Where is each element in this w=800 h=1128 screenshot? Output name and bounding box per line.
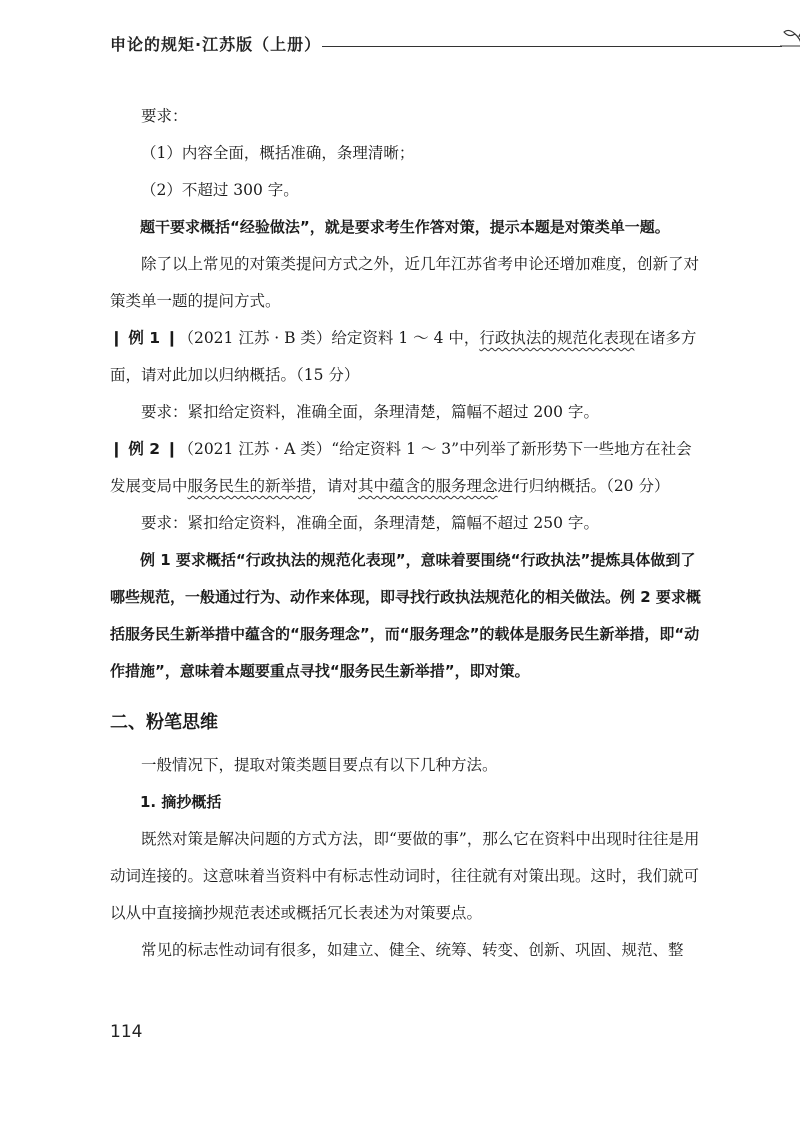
requirement-item-2: （2）不超过 300 字。 <box>141 181 299 199</box>
example-2-underlined-2: 其中蕴含的服务理念 <box>358 477 498 495</box>
methods-intro: 一般情况下，提取对策类题目要点有以下几种方法。 <box>141 756 498 774</box>
example-1-requirement: 要求：紧扣给定资料，准确全面，条理清楚，篇幅不超过 200 字。 <box>141 403 599 421</box>
example-2-requirement: 要求：紧扣给定资料，准确全面，条理清楚，篇幅不超过 250 字。 <box>141 514 599 532</box>
method-1-paragraph-1: 既然对策是解决问题的方式方法，即“要做的事”，那么它在资料中出现时往往是用动词连接的。这意味着当资料中有标志性动词时，往往就有对策出现。这时，我们就可以从中直接摘抄规范表述或概括冗长表述为对策要点。 <box>110 830 700 922</box>
requirements-label: 要求： <box>141 107 188 125</box>
book-title: 申论的规矩·江苏版（上册） <box>110 35 322 54</box>
analysis-paragraph-1: 题干要求概括“经验做法”，就是要求考生作答对策，提示本题是对策类单一题。 <box>140 218 670 236</box>
running-header <box>110 32 710 58</box>
example-1-underlined: 行政执法的规范化表现 <box>479 329 635 347</box>
example-1-text-pre: （2021 江苏 · B 类）给定资料 1 ～ 4 中， <box>178 329 480 347</box>
example-1 <box>110 320 704 394</box>
analysis-paragraph-2: 例 1 要求概括“行政执法的规范化表现”，意味着要围绕“行政执法”提炼具体做到了哪些规范，一般通过行为、动作来体现，即寻找行政执法规范化的相关做法。例 2 要求概括服务民生新举措中蕴含的“服务理念”，而“服务理念”的载体是服务民生新举措，即“动作措施”，意味着本题要重点寻找“服务民生新举措”，即对策。 <box>110 551 701 680</box>
method-1-title: 1. 摘抄概括 <box>140 793 222 811</box>
example-2 <box>110 431 704 505</box>
section-heading: 二、粉笔思维 <box>110 712 218 733</box>
example-1-text-post: 在诸多方面，请对此加以归纳概括。（15 分） <box>110 329 697 384</box>
example-2-underlined-1: 服务民生的新举措 <box>187 477 312 495</box>
method-1-paragraph-2: 常见的标志性动词有很多，如建立、健全、统筹、转变、创新、巩固、规范、整 <box>141 941 684 959</box>
sprout-icon <box>778 24 800 54</box>
intro-paragraph: 除了以上常见的对策类提问方式之外，近几年江苏省考申论还增加难度，创新了对策类单一题的提问方式。 <box>110 255 700 310</box>
page-number: 114 <box>110 1022 143 1042</box>
header-rule <box>322 46 782 47</box>
example-2-text-pre: （2021 江苏 · A 类）“给定资料 1 ～ 3”中列举了新形势下一些地方在社会发展变局中 <box>110 440 692 495</box>
example-1-marker: ❙ 例 1 ❙ <box>110 329 179 347</box>
page-body <box>110 98 704 969</box>
requirement-item-1: （1）内容全面，概括准确，条理清晰； <box>141 144 415 162</box>
example-2-marker: ❙ 例 2 ❙ <box>110 440 179 458</box>
example-2-text-mid: ，请对 <box>311 477 359 495</box>
example-2-text-post: 进行归纳概括。（20 分） <box>497 477 670 495</box>
